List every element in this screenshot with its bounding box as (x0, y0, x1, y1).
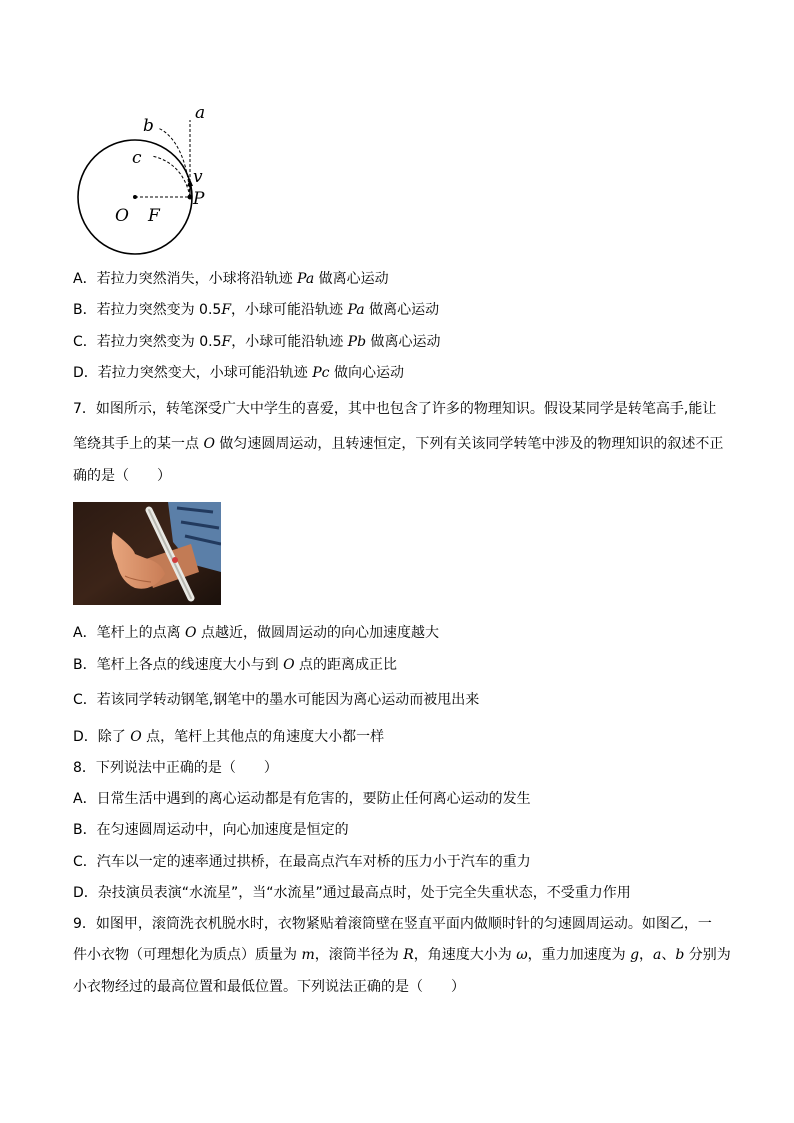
q9-line2-e: ， (639, 947, 654, 963)
q7-stem-line2 (73, 435, 723, 453)
q9-var-a: a (653, 947, 662, 963)
q6-a-var: Pa (297, 271, 315, 287)
q6-b-text: B．若拉力突然变为 0.5 (73, 302, 222, 318)
q7-b-text: B．笔杆上各点的线速度大小与到 (73, 657, 284, 673)
q6-b-var: F (221, 302, 232, 318)
q9-line2-a: 件小衣物（可理想化为质点）质量为 (73, 947, 302, 963)
label-a: a (195, 103, 206, 123)
q7-line2-a: 笔绕其手上的某一点 (73, 436, 204, 452)
q9-line2-d: ，重力加速度为 (527, 947, 631, 963)
q7-line2-var: O (203, 436, 215, 452)
q7-d-suffix: 点，笔杆上其他点的角速度大小都一样 (141, 729, 385, 745)
label-F: F (148, 206, 160, 226)
q7-stem-line1: 7．如图所示，转笔深受广大中学生的喜爱，其中也包含了许多的物理知识。假设某同学是转笔高手,能让 (73, 401, 717, 417)
q8-option-b: B．在匀速圆周运动中，向心加速度是恒定的 (73, 822, 349, 838)
q6-d-suffix: 做向心运动 (329, 365, 404, 381)
q6-option-b (73, 301, 439, 319)
q7-d-text: D．除了 (73, 729, 131, 745)
q8-stem: 8．下列说法中正确的是（ ） (73, 760, 278, 776)
q6-c-var: F (221, 334, 232, 350)
q6-option-d (73, 364, 404, 382)
circular-motion-diagram (70, 100, 230, 260)
q7-stem-line3: 确的是（ ） (73, 468, 171, 484)
q9-var-b: b (675, 947, 685, 963)
q6-a-suffix: 做离心运动 (314, 271, 389, 287)
q7-d-var: O (130, 729, 142, 745)
q6-b-suffix: 做离心运动 (364, 302, 440, 318)
q6-a-text: A．若拉力突然消失，小球将沿轨迹 (73, 271, 298, 287)
q7-line2-b: 做匀速圆周运动，且转速恒定，下列有关该同学转笔中涉及的物理知识的叙述不正 (214, 436, 724, 452)
q6-b-var2: Pa (347, 302, 365, 318)
q6-c-text: C．若拉力突然变为 0.5 (73, 334, 222, 350)
label-b: b (143, 116, 154, 136)
label-c: c (132, 148, 142, 168)
q7-a-suffix: 点越近，做圆周运动的向心加速度越大 (196, 625, 439, 641)
q7-option-b (73, 656, 397, 674)
q9-var-m: m (301, 947, 315, 963)
q8-option-d: D．杂技演员表演“水流星”，当“水流星”通过最高点时，处于完全失重状态，不受重力作用 (73, 885, 631, 901)
q9-var-R: R (403, 947, 414, 963)
q7-a-text: A．笔杆上的点离 (73, 625, 186, 641)
q7-b-suffix: 点的距离成正比 (294, 657, 397, 673)
label-P: P (193, 189, 205, 209)
q9-line2-f: 、 (661, 947, 676, 963)
q9-line2-c: ，角速度大小为 (413, 947, 517, 963)
q6-c-suffix: 做离心运动 (366, 334, 441, 350)
q6-d-text: D．若拉力突然变大，小球可能沿轨迹 (73, 365, 313, 381)
q9-line2-b: ，滚筒半径为 (314, 947, 404, 963)
q7-b-var: O (283, 657, 295, 673)
q9-stem-line3: 小衣物经过的最高位置和最低位置。下列说法正确的是（ ） (73, 979, 465, 995)
q7-a-var: O (185, 625, 197, 641)
q6-d-var: Pc (312, 365, 330, 381)
q7-option-a (73, 624, 439, 642)
label-v: v (193, 167, 203, 187)
trajectory-b (158, 128, 190, 197)
q7-option-d (73, 728, 384, 746)
pen-spinning-photo (73, 502, 221, 605)
q8-option-c: C．汽车以一定的速率通过拱桥，在最高点汽车对桥的压力小于汽车的重力 (73, 854, 531, 870)
q6-c-var2: Pb (347, 334, 367, 350)
q6-c-mid: ，小球可能沿轨迹 (231, 334, 348, 350)
q8-option-a: A．日常生活中遇到的离心运动都是有危害的，要防止任何离心运动的发生 (73, 791, 531, 807)
q7-option-c: C．若该同学转动钢笔,钢笔中的墨水可能因为离心运动而被甩出来 (73, 692, 480, 708)
ball-P (188, 195, 193, 200)
label-O: O (115, 206, 129, 226)
q6-option-c (73, 333, 441, 351)
q9-stem-line1: 9．如图甲，滚筒洗衣机脱水时，衣物紧贴着滚筒壁在竖直平面内做顺时针的匀速圆周运动。如图乙，一 (73, 916, 712, 932)
q6-b-mid: ，小球可能沿轨迹 (231, 302, 348, 318)
q9-line2-g: 分别为 (684, 947, 731, 963)
q9-var-omega: ω (516, 947, 528, 963)
q6-option-a (73, 270, 389, 288)
q9-var-g: g (630, 947, 640, 963)
center-point (133, 195, 137, 199)
q9-stem-line2 (73, 946, 731, 964)
